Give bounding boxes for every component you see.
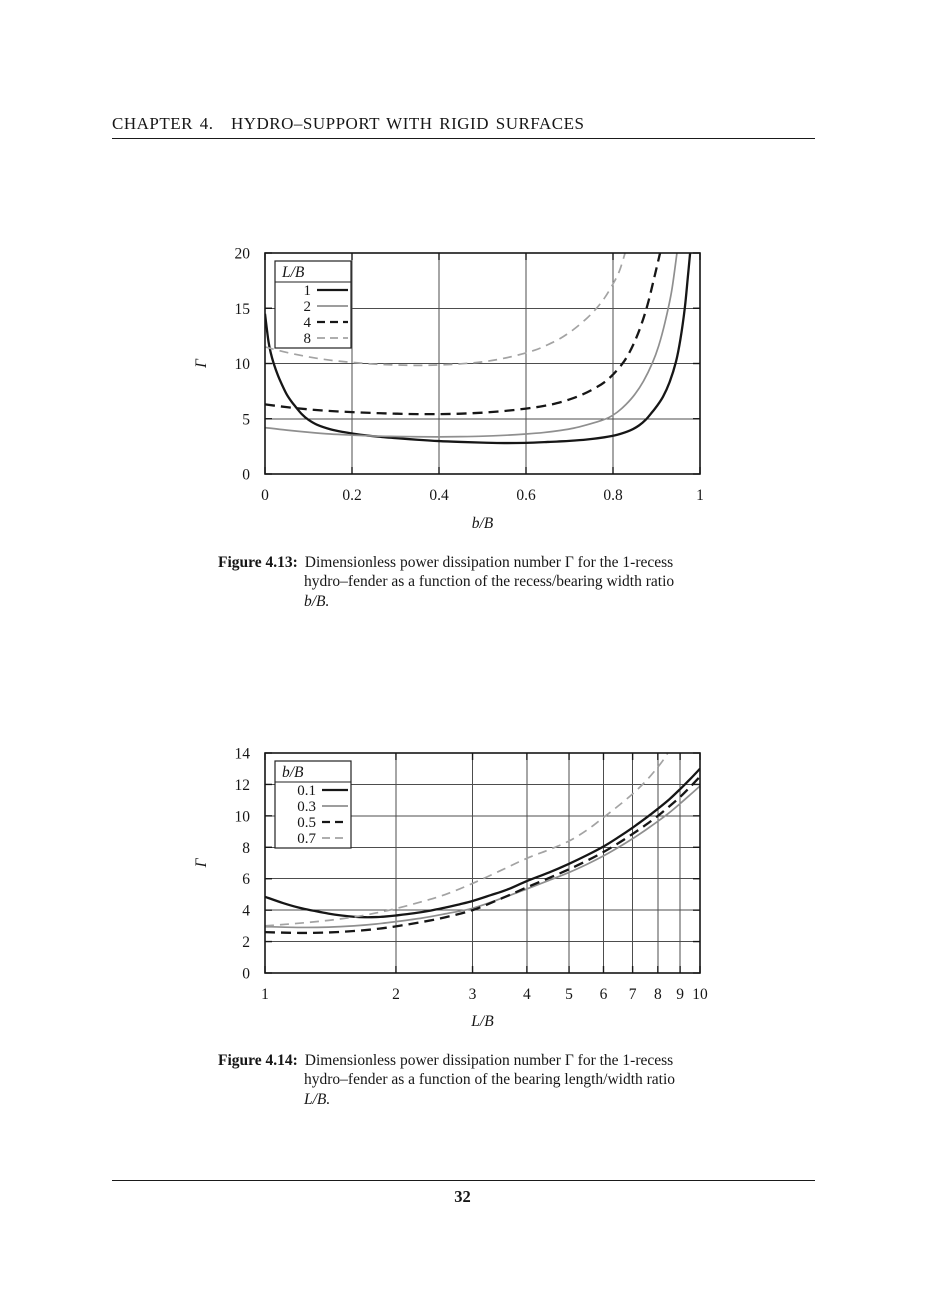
x-tick-label: 4 <box>523 986 531 1003</box>
x-tick-label: 9 <box>676 986 684 1003</box>
chart-svg <box>0 200 925 545</box>
legend <box>275 261 351 348</box>
x-tick-label: 8 <box>653 986 662 1003</box>
x-tick-labels <box>261 487 704 504</box>
caption-text: Dimensionless power dissipation number Γ for the 1-recess <box>304 1052 674 1069</box>
y-axis-label: Γ <box>193 858 210 868</box>
y-tick-label: 10 <box>234 808 250 826</box>
caption-line: L/B. <box>304 1090 331 1108</box>
y-tick-label: 10 <box>234 356 250 373</box>
y-tick-label: 15 <box>234 300 250 318</box>
legend-entry-label: 0.3 <box>297 799 316 815</box>
x-tick-labels <box>261 986 708 1003</box>
caption-line: hydro–fender as a function of the recess/bearing width ratio <box>304 573 675 591</box>
x-tick-label: 0.2 <box>342 487 362 504</box>
figure-label: Figure 4.13: <box>218 554 298 571</box>
caption-line: hydro–fender as a function of the bearing length/width ratio <box>304 1071 676 1089</box>
x-tick-label: 6 <box>599 986 608 1003</box>
y-tick-labels <box>235 746 251 983</box>
y-tick-label: 2 <box>242 934 250 952</box>
chart-svg <box>0 700 925 1045</box>
caption-line: b/B. <box>304 592 330 610</box>
legend-entry-label: 0.5 <box>297 815 316 831</box>
legend-entry-label: 4 <box>303 315 311 331</box>
legend-entry-label: 8 <box>303 331 311 347</box>
chapter-header: CHAPTER 4. HYDRO–SUPPORT WITH RIGID SURFACES <box>112 114 585 133</box>
y-tick-label: 12 <box>234 776 250 794</box>
figure-4-14-chart <box>0 700 925 1045</box>
y-tick-label: 0 <box>242 965 250 983</box>
figure-4-13-chart <box>0 200 925 545</box>
legend-entry-label: 0.1 <box>297 783 316 799</box>
y-tick-label: 8 <box>242 839 250 857</box>
y-axis-label: Γ <box>193 359 210 368</box>
x-tick-label: 1 <box>696 487 704 504</box>
y-tick-label: 14 <box>234 745 250 763</box>
y-tick-label: 4 <box>242 902 250 920</box>
x-tick-label: 0.6 <box>516 487 536 504</box>
legend-entry-label: 2 <box>303 299 311 315</box>
x-axis-label: L/B <box>471 1013 494 1030</box>
y-tick-labels <box>235 246 251 484</box>
x-tick-label: 1 <box>261 986 269 1003</box>
page-number: 32 <box>454 1187 471 1206</box>
header-rule <box>112 138 815 139</box>
x-tick-label: 5 <box>565 986 573 1003</box>
y-tick-label: 6 <box>242 871 250 889</box>
x-tick-label: 0.8 <box>603 487 623 504</box>
x-tick-label: 0 <box>261 487 269 504</box>
y-tick-label: 0 <box>242 466 250 484</box>
figure-4-14-caption <box>218 1051 738 1109</box>
legend-entry-label: 0.7 <box>297 831 316 847</box>
y-tick-label: 5 <box>242 411 250 429</box>
x-tick-label: 2 <box>392 986 400 1003</box>
caption-text: Dimensionless power dissipation number Γ for the 1-recess <box>304 554 674 571</box>
x-tick-label: 10 <box>692 986 708 1003</box>
x-tick-label: 7 <box>628 986 637 1003</box>
figure-4-13-caption <box>218 553 738 611</box>
legend <box>275 761 351 848</box>
y-tick-label: 20 <box>234 245 250 263</box>
x-tick-label: 3 <box>468 986 477 1003</box>
x-axis-label: b/B <box>471 515 494 532</box>
legend-entry-label: 1 <box>303 283 311 299</box>
caption-line <box>218 1051 738 1070</box>
legend-title: b/B <box>282 764 304 781</box>
caption-line <box>218 553 738 572</box>
x-tick-label: 0.4 <box>429 487 449 504</box>
figure-label: Figure 4.14: <box>218 1052 298 1069</box>
footer-rule <box>112 1180 815 1181</box>
legend-title: L/B <box>282 264 305 281</box>
